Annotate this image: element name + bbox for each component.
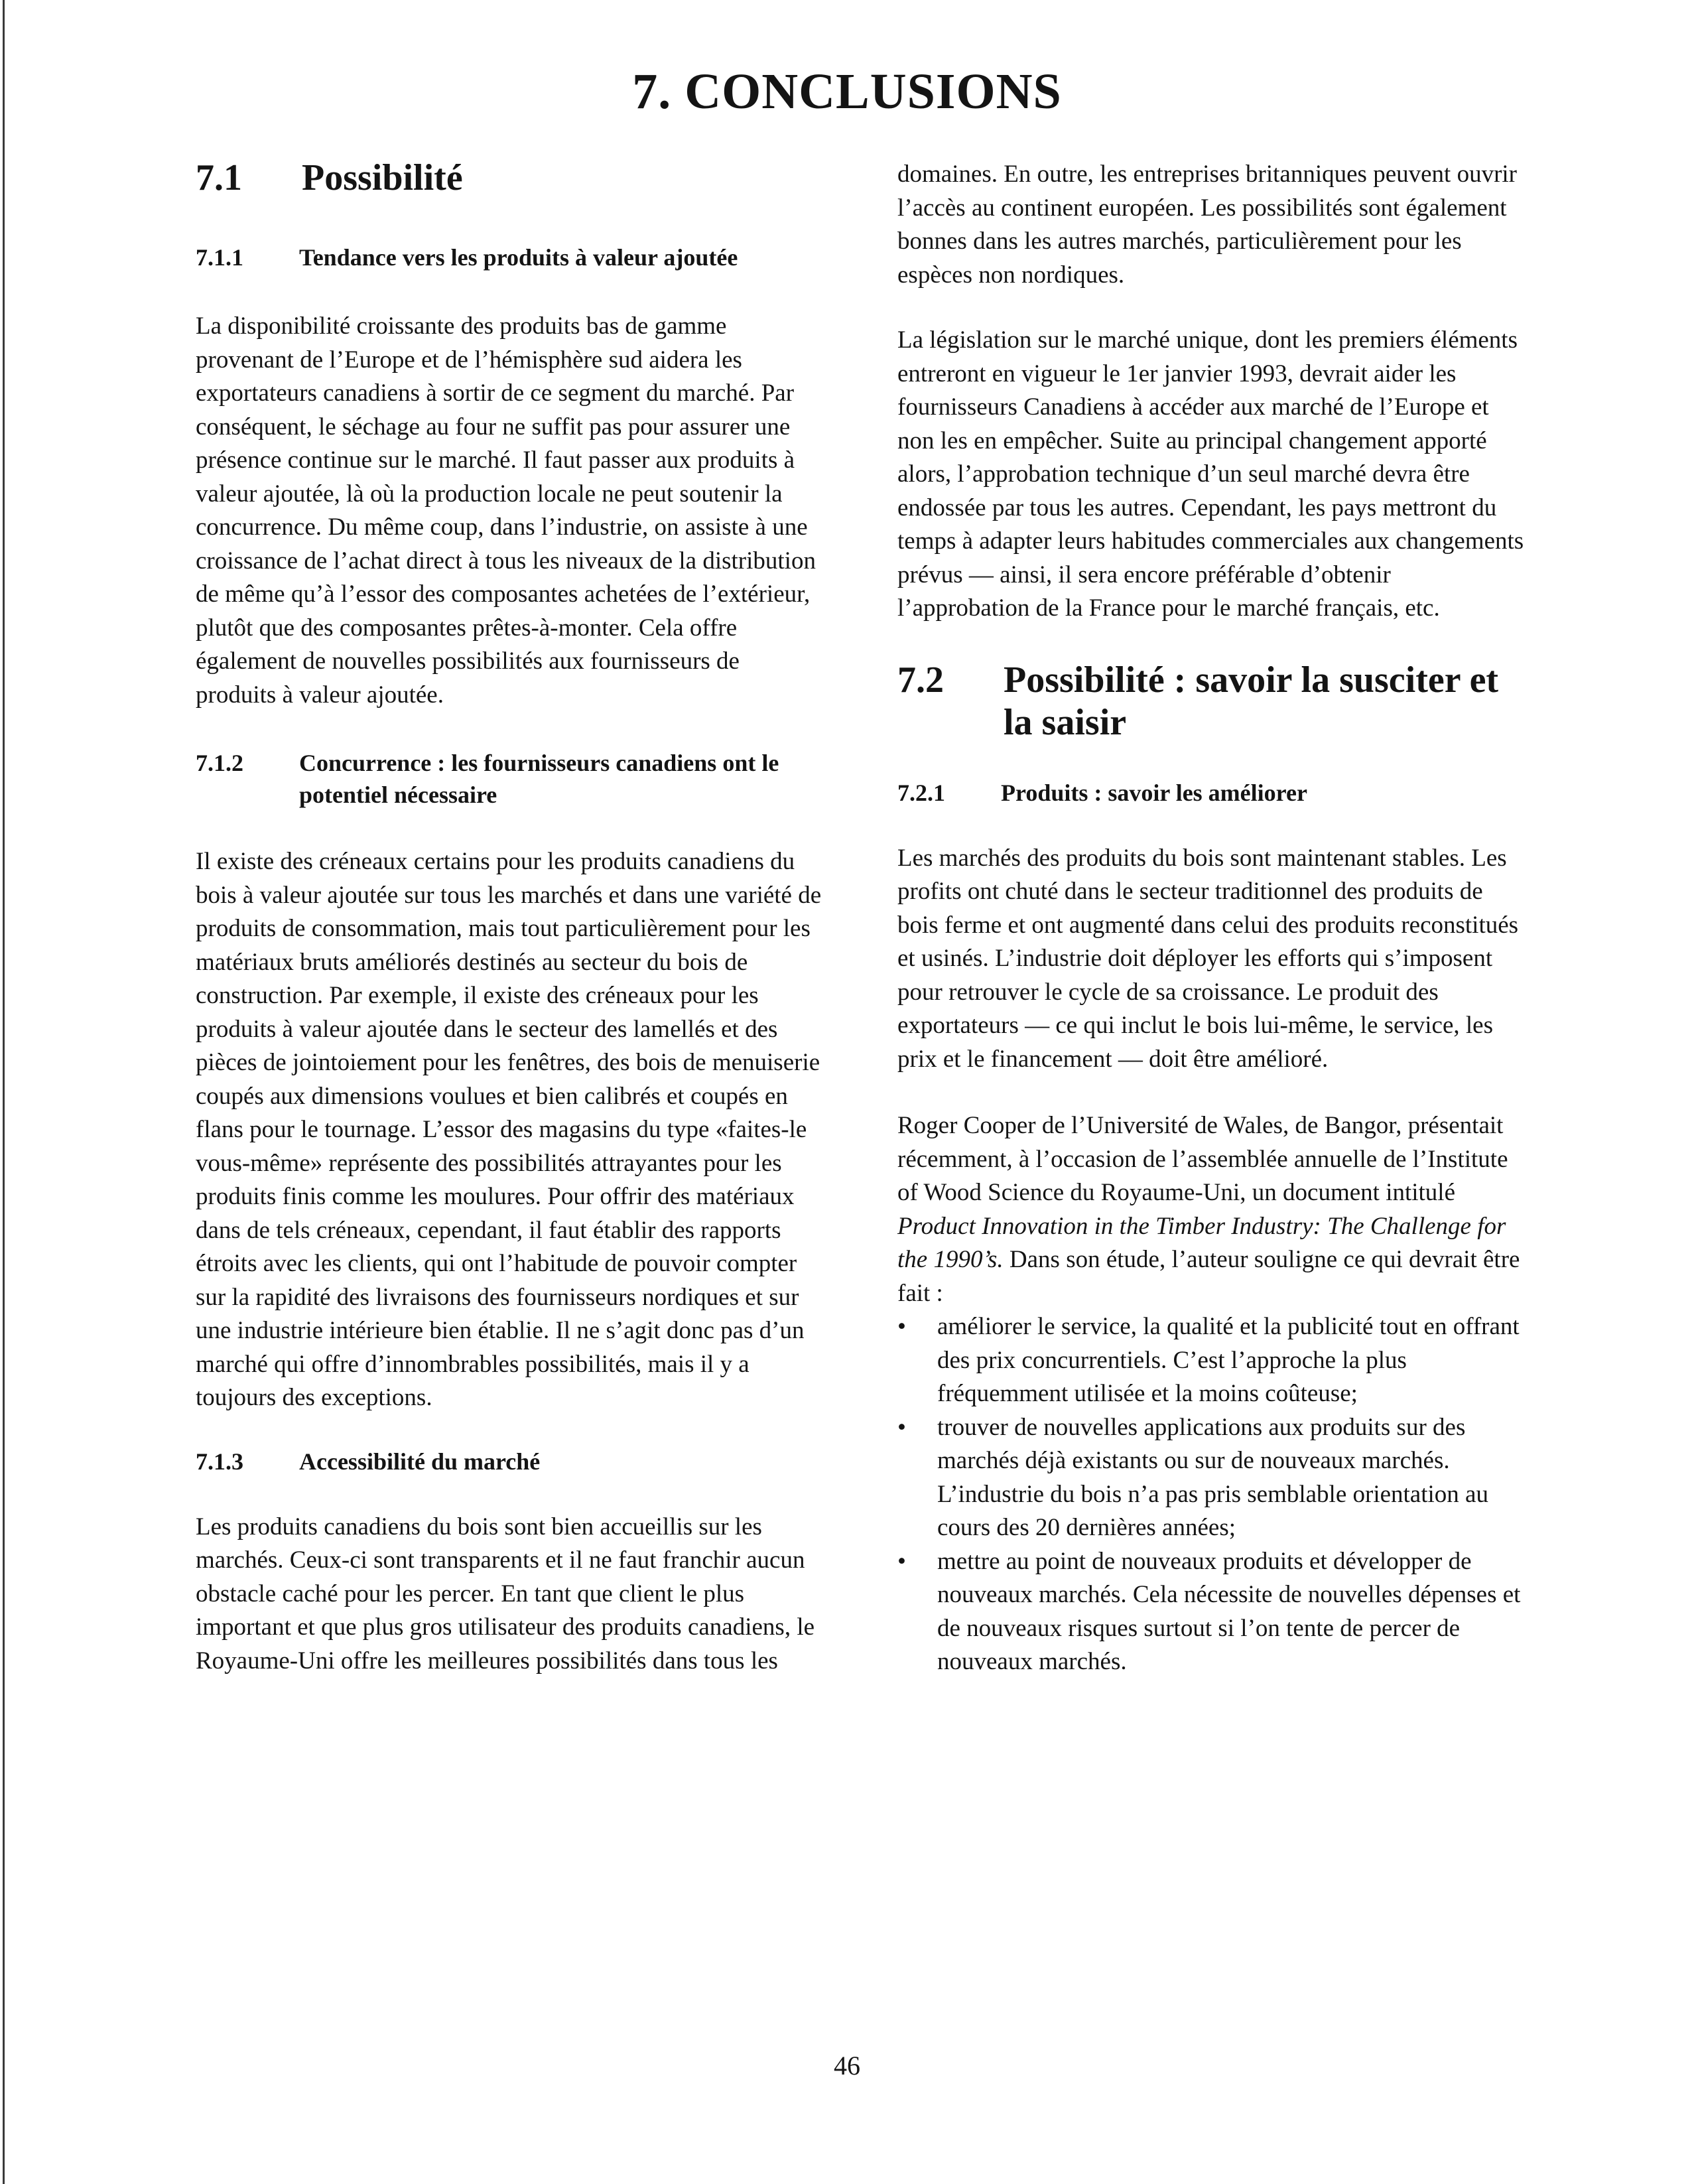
page-number: 46 [834,2051,860,2081]
list-item [897,1310,1528,1411]
scan-edge-line [3,0,5,2184]
right-column [897,158,1528,1679]
document-title: Product Innovation in the Timber Industry: The Challenge for the 1990’s. [897,1212,1506,1273]
subsection-title: Concurrence : les fournisseurs canadiens ont le potentiel nécessaire [299,750,779,808]
bullet-icon: • [897,1313,906,1340]
list-item-text: trouver de nouvelles applications aux produits sur des marchés déjà existants ou sur de nouveaux marchés. L’industrie du bois n’a pas pris semblable orientation au cours des 20 dernières années; [937,1413,1488,1541]
subsection-title: Accessibilité du marché [299,1448,541,1475]
section-title: Possibilité [302,157,463,198]
subsection-number: 7.1.1 [196,244,243,271]
paragraph-7-2-1-second [897,1109,1528,1310]
paragraph-7-1-3-second: La législation sur le marché unique, dont les premiers éléments entreront en vigueur le 1er janvier 1993, devrait aider les fournisseurs Canadiens à accéder aux marché de l’Europe et non les en empêcher. Suite au principal changement apporté alors, l’approbation technique d’un seul marché devra être endossée par tous les autres. Cependant, les pays mettront du temps à adapter leurs habitudes commerciales aux changements prévus — ainsi, il sera encore préférable d’obtenir l’approbation de la France pour le marché français, etc. [897,326,1524,622]
paragraph-7-2-1: Les marchés des produits du bois sont maintenant stables. Les profits ont chuté dans le secteur traditionnel des produits de bois ferme et ont augmenté dans celui des produits reconstitués et usinés. L’industrie doit déployer les efforts qui s’imposent pour retrouver le cycle de sa croissance. Le produit des exportateurs — ce qui inclut le bois lui-même, le service, les prix et le financement — doit être amélioré. [897,844,1519,1073]
list-item-text: mettre au point de nouveaux produits et développer de nouveaux marchés. Cela nécessite de nouvelles dépenses et de nouveaux risques surtout si l’on tente de percer de nouveaux marchés. [937,1547,1521,1675]
subsection-7-1-2-heading [196,747,826,811]
subsection-7-1-1-heading [196,241,826,273]
subsection-title: Tendance vers les produits à valeur ajoutée [299,244,738,271]
section-7-2-heading [897,659,1528,744]
subsection-number: 7.1.3 [196,1448,243,1475]
paragraph-7-1-2: Il existe des créneaux certains pour les produits canadiens du bois à valeur ajoutée sur tous les marchés et dans une variété de produits de consommation, mais tout particulièrement pour les matériaux bruts améliorés destinés au secteur du bois de construction. Par exemple, il existe des créneaux pour les produits à valeur ajoutée dans le secteur des lamellés et des pièces de jointoiement pour les fenêtres, des bois de menuiserie coupés aux dimensions voulues et bien calibrés et coupés en flans pour le tournage. L’essor des magasins du type «faites-le vous-même» représente des possibilités attrayantes pour les produits finis comme les moulures. Pour offrir des matériaux dans de tels créneaux, cependant, il faut établir des rapports étroits avec les clients, qui ont l’habitude de pouvoir compter sur la rapidité des livraisons des fournisseurs nordiques et sur une industrie intérieure bien établie. Il ne s’agit donc pas d’un marché qui offre d’innombrables possibilités, mais il y a toujours des exceptions. [196,848,822,1411]
paragraph-7-1-3-continued: domaines. En outre, les entreprises britanniques peuvent ouvrir l’accès au continent européen. Les possibilités sont également bonnes dans les autres marchés, particulièrement pour les espèces non nordiques. [897,161,1517,289]
section-7-1-heading [196,157,826,199]
subsection-title: Produits : savoir les améliorer [1001,779,1307,806]
subsection-number: 7.1.2 [196,750,243,776]
bullet-icon: • [897,1547,906,1575]
section-title: Possibilité : savoir la susciter et la saisir [1004,659,1499,743]
subsection-7-2-1-heading [897,777,1528,809]
subsection-7-1-3-heading [196,1446,826,1477]
section-number: 7.1 [196,157,242,198]
paragraph-7-1-3: Les produits canadiens du bois sont bien accueillis sur les marchés. Ceux-ci sont transparents et il ne faut franchir aucun obstacle caché pour les percer. En tant que client le plus important et que plus gros utilisateur des produits canadiens, le Royaume-Uni offre les meilleures possibilités dans tous les [196,1513,815,1674]
left-column [196,157,826,1678]
paragraph-7-1-1: La disponibilité croissante des produits bas de gamme provenant de l’Europe et de l’hémisphère sud aidera les exportateurs canadiens à sortir de ce segment du marché. Par conséquent, le séchage au four ne suffit pas pour assurer une présence continue sur le marché. Il faut passer aux produits à valeur ajoutée, là où la production locale ne peut soutenir la concurrence. Du même coup, dans l’industrie, on assiste à une croissance de l’achat direct à tous les niveaux de la distribution de même qu’à l’essor des composantes achetées de l’extérieur, plutôt que des composantes prêtes-à-monter. Cela offre également de nouvelles possibilités aux fournisseurs de produits à valeur ajoutée. [196,312,816,709]
paragraph-text-end: Dans son étude, l’auteur souligne ce qui devrait être fait : [897,1246,1520,1307]
list-item-text: améliorer le service, la qualité et la publicité tout en offrant des prix concurrentiels. C’est l’approche la plus fréquemment utilisée et la moins coûteuse; [937,1313,1520,1407]
section-number: 7.2 [897,659,944,701]
list-item [897,1411,1528,1545]
bullet-icon: • [897,1413,906,1441]
page-title: 7. CONCLUSIONS [632,64,1062,119]
bullet-list [897,1310,1528,1679]
list-item [897,1545,1528,1679]
subsection-number: 7.2.1 [897,779,945,806]
paragraph-text-start: Roger Cooper de l’Université de Wales, de Bangor, présentait récemment, à l’occasion de l’assemblée annuelle de l’Institute of Wood Science du Royaume-Uni, un document intitulé [897,1112,1508,1206]
